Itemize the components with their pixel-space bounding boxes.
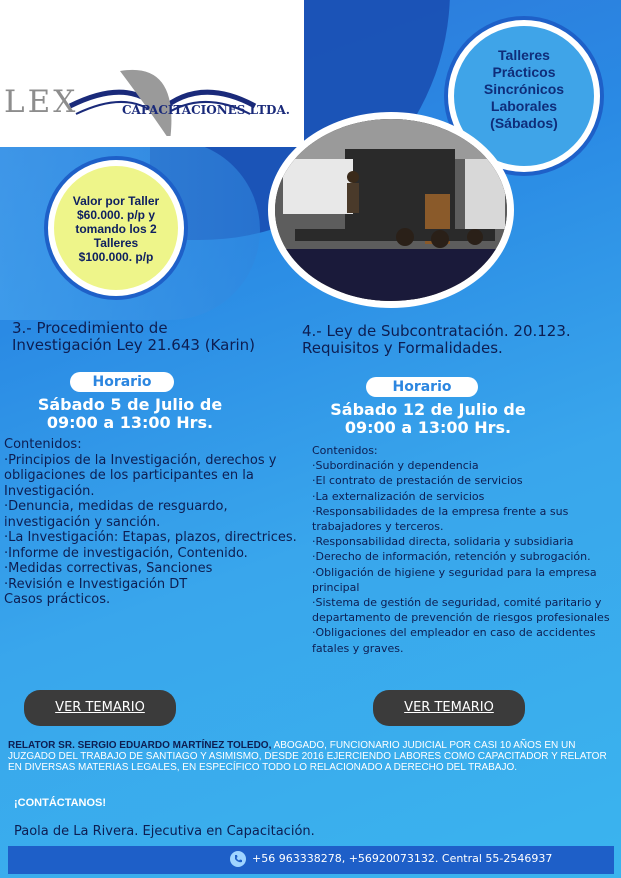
list-item: ·La externalización de servicios [312,489,485,503]
price-badge-text [48,194,184,264]
right-contents [312,443,616,656]
left-date [0,396,260,432]
list-item: ·Informe de investigación, Contenido. [4,545,248,561]
list-item: ·Obligaciones del empleador en caso de accidentes fatales y graves. [312,626,596,655]
ver-temario-button-right[interactable]: VER TEMARIO [373,690,525,726]
badge-line: Prácticos [492,64,556,80]
price-line: $100.000. p/p [78,250,154,264]
badge-line: (Sábados) [490,115,558,131]
left-horario-label: Horario [70,372,174,392]
contact-label: ¡CONTÁCTANOS! [14,797,107,809]
contents-heading: Contenidos: [4,437,82,452]
list-item: ·Subordinación y dependencia [312,459,479,473]
list-item: ·El contrato de prestación de servicios [312,474,523,488]
badge-line: Talleres [498,47,550,63]
date-line: Sábado 5 de Julio de [37,395,223,414]
date-line: Sábado 12 de Julio de [330,400,526,419]
date-line: 09:00 a 13:00 Hrs. [46,413,214,432]
badge-line: Sincrónicos [483,81,565,97]
title-line: 4.- Ley de Subcontratación. 20.123. [302,322,571,340]
list-item: ·Obligación de higiene y seguridad para la empresa principal [312,565,597,594]
list-item: ·Responsabilidad directa, solidaria y subsidiaria [312,535,574,549]
left-contents [4,437,310,608]
left-workshop-title [12,320,302,354]
price-line: Talleres [93,236,139,250]
badge-line: Laborales [490,98,558,114]
list-item: Casos prácticos. [4,592,111,607]
relator-description: ABOGADO, FUNCIONARIO JUDICIAL POR CASI 10 AÑOS EN UN JUZGADO DEL TRABAJO DE SANTIAGO Y ASIMISMO, DESDE 2016 EJERCIENDO LABORES COMO CAPACITADOR Y RELATOR EN DIVERSAS MATERIAS LEGALES, EN ESPECÍFICO TODO LO RELACIONADO A DERECHO DEL TRABAJO. [8,740,607,773]
logo-brand: LEX [4,84,79,120]
list-item: ·Principios de la Investigación, derechos y obligaciones de los participantes en la Investigación. [4,452,277,499]
price-line: tomando los 2 [75,222,157,236]
price-line: Valor por Taller [72,194,160,208]
classroom-photo [268,112,514,308]
right-date [300,401,556,437]
list-item: ·Responsabilidades de la empresa frente a sus trabajadores y terceros. [312,504,569,534]
list-item: ·La Investigación: Etapas, plazos, directrices. [4,530,297,545]
right-workshop-title [302,323,618,357]
contact-phones[interactable]: +56 963338278, +56920073132. Central 55-2546937 [252,852,553,865]
list-item: ·Medidas correctivas, Sanciones [4,561,213,576]
title-line: Requisitos y Formalidades. [302,339,503,357]
title-line: Investigación Ley 21.643 (Karin) [12,336,256,354]
date-line: 09:00 a 13:00 Hrs. [344,418,512,437]
contents-heading: Contenidos: [312,444,378,457]
list-item: ·Revisión e Investigación DT [4,576,188,592]
list-item: ·Derecho de información, retención y subrogación. [312,550,591,564]
right-horario-label: Horario [366,377,478,397]
relator-name: RELATOR SR. SERGIO EDUARDO MARTÍNEZ TOLEDO, [8,740,272,751]
classroom-photo-drawing [275,119,507,301]
phone-icon [230,851,246,871]
executive-name: Paola de La Rivera. Ejecutiva en Capacitación. [14,824,315,839]
list-item: ·Sistema de gestión de seguridad, comité paritario y departamento de prevención de riesgos profesionales [312,596,610,625]
relator-bio [8,740,613,773]
ver-temario-button-left[interactable]: VER TEMARIO [24,690,176,726]
price-line: $60.000. p/p y [76,208,156,222]
logo-company-name: CAPACITACIONES LTDA. [122,103,290,117]
talleres-badge-text [448,47,600,132]
title-line: 3.- Procedimiento de [12,319,168,337]
logo-box [0,0,304,147]
list-item: ·Denuncia, medidas de resguardo, investigación y sanción. [4,499,228,530]
